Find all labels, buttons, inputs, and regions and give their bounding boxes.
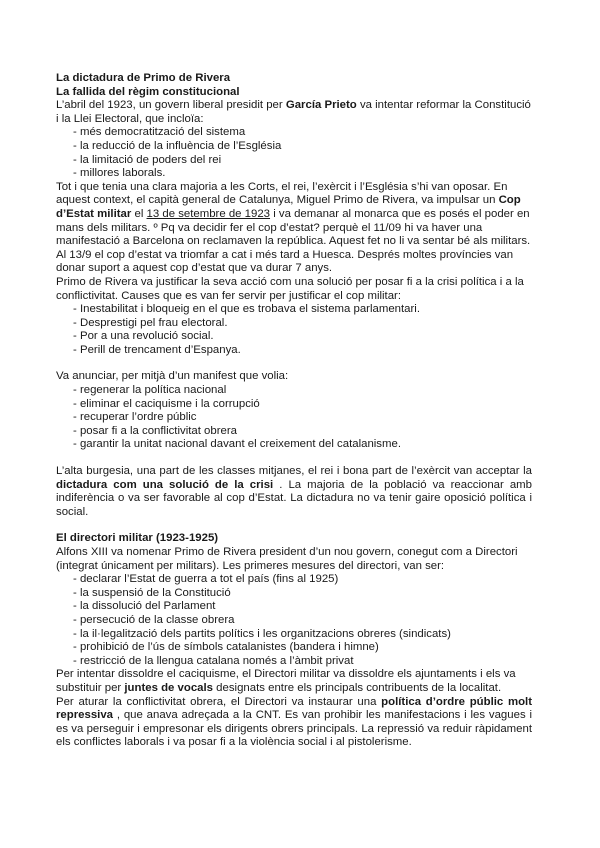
- list-item: - la il·legalització dels partits polítics i les organitzacions obreres (sindicats): [73, 628, 532, 642]
- measures-list: [56, 573, 532, 668]
- list-item: - la dissolució del Parlament: [73, 600, 532, 614]
- bold-dictadura-solucio: dictadura com una solució de la crisi: [56, 478, 274, 491]
- list-item: - Inestabilitat i bloqueig en el que es trobava el sistema parlamentari.: [73, 303, 532, 317]
- text-run: Tot i que tenia una clara majoria a les Corts, el rei, l’exèrcit i l’Església s’hi van oposar. En aquest context, el capità general de Catalunya, Miguel Primo de Rivera, va impulsar un: [56, 180, 508, 207]
- paragraph-coup: [56, 181, 532, 249]
- manifest-list: [56, 384, 532, 452]
- list-item: - restricció de la llengua catalana només a l’àmbit privat: [73, 655, 532, 669]
- section-title-dictadura: La dictadura de Primo de Rivera: [56, 72, 231, 84]
- list-item: - persecució de la classe obrera: [73, 614, 532, 628]
- section-subtitle-fallida: La fallida del règim constitucional: [56, 85, 240, 98]
- text-run: . La majoria de la població va reaccionar amb indiferència o va ser favorable al cop d’Estat. La dictadura no va tenir gaire oposició política i social.: [56, 478, 532, 518]
- text-run: va intentar reformar la Constitució i la Llei Electoral, que incloïa:: [56, 99, 531, 125]
- list-item: - Desprestigi pel frau electoral.: [73, 317, 532, 331]
- paragraph-triumph: Al 13/9 el cop d’estat va triomfar a cat i més tard a Huesca. Després moltes províncies van donar suport a aquest cop d’estat que va durar 7 anys.: [56, 248, 514, 275]
- paragraph-justification: Primo de Rivera va justificar la seva acció com una solució per posar fi a la crisi política i a la conflictivitat. Causes que es van fer servir per justificar el cop militar:: [56, 275, 524, 302]
- paragraph-reform: [56, 99, 532, 126]
- list-item: - millores laborals.: [73, 167, 532, 181]
- list-item: - garantir la unitat nacional davant el creixement del catalanisme.: [73, 438, 532, 452]
- bold-cop-estat: Cop d’Estat militar: [56, 194, 521, 220]
- underlined-date: 13 de setembre de 1923: [146, 207, 271, 220]
- paragraph-acceptance: [56, 465, 532, 519]
- list-item: - la suspensió de la Constitució: [73, 587, 532, 601]
- bold-politica-ordre: política d’ordre públic molt repressiva: [56, 695, 533, 722]
- spacer: [56, 452, 532, 465]
- text-run: , que anava adreçada a la CNT. Es van prohibir les manifestacions i les vagues i es va perseguir i empresonar els dirigents obrers principals. La repressió va reduir ràpidament els conflictes laborals i va posar fi a la violència social i al pistolerisme.: [56, 709, 532, 749]
- text-run: designats entre els principals contribuents de la localitat.: [213, 681, 502, 694]
- list-item: - declarar l’Estat de guerra a tot el país (fins al 1925): [73, 573, 532, 587]
- paragraph-manifest: Va anunciar, per mitjà d’un manifest que volia:: [56, 370, 289, 383]
- reform-list: [56, 126, 532, 180]
- paragraph-repressio: [56, 696, 532, 750]
- spacer: [56, 357, 532, 370]
- paragraph-caciquisme: [56, 668, 532, 695]
- section-title-directori: El directori militar (1923-1925): [56, 532, 219, 545]
- bold-garcia-prieto: García Prieto: [285, 99, 357, 112]
- text-run: Per aturar la conflictivitat obrera, el Directori va instaurar una: [56, 695, 382, 708]
- list-item: - més democratització del sistema: [73, 126, 532, 140]
- list-item: - recuperar l’ordre públic: [73, 411, 532, 425]
- text-run: el: [131, 207, 147, 220]
- list-item: - Por a una revolució social.: [73, 330, 532, 344]
- list-item: - prohibició de l’ús de símbols catalanistes (bandera i himne): [73, 641, 532, 655]
- text-run: i va demanar al monarca que es posés el poder en mans dels militars. º Pq va decidir fer el cop d’estat? perquè el 11/09 hi va haver una manifestació a Barcelona on reclamaven la república. Aquest fet no li va sentar bé als militars.: [56, 207, 531, 248]
- spacer: [56, 519, 532, 532]
- list-item: - la reducció de la influència de l’Església: [73, 140, 532, 154]
- list-item: - regenerar la política nacional: [73, 384, 532, 398]
- document-content: [56, 72, 532, 750]
- list-item: - posar fi a la conflictivitat obrera: [73, 425, 532, 439]
- text-run: L’alta burgesia, una part de les classes mitjanes, el rei i bona part de l’exèrcit van acceptar la: [56, 465, 532, 478]
- list-item: - la limitació de poders del rei: [73, 154, 532, 168]
- paragraph-directori: Alfons XIII va nomenar Primo de Rivera president d’un nou govern, conegut com a Directori (integrat únicament per militars). Les primeres mesures del directori, van ser:: [56, 546, 518, 572]
- list-item: - Perill de trencament d’Espanya.: [73, 344, 532, 358]
- text-run: Per intentar dissoldre el caciquisme, el Directori militar va dissoldre els ajuntaments i els va substituir per: [56, 668, 516, 694]
- text-run: L’abril del 1923, un govern liberal presidit per: [56, 99, 286, 112]
- causes-list: [56, 303, 532, 357]
- list-item: - eliminar el caciquisme i la corrupció: [73, 398, 532, 412]
- bold-juntes-vocals: juntes de vocals: [124, 681, 214, 694]
